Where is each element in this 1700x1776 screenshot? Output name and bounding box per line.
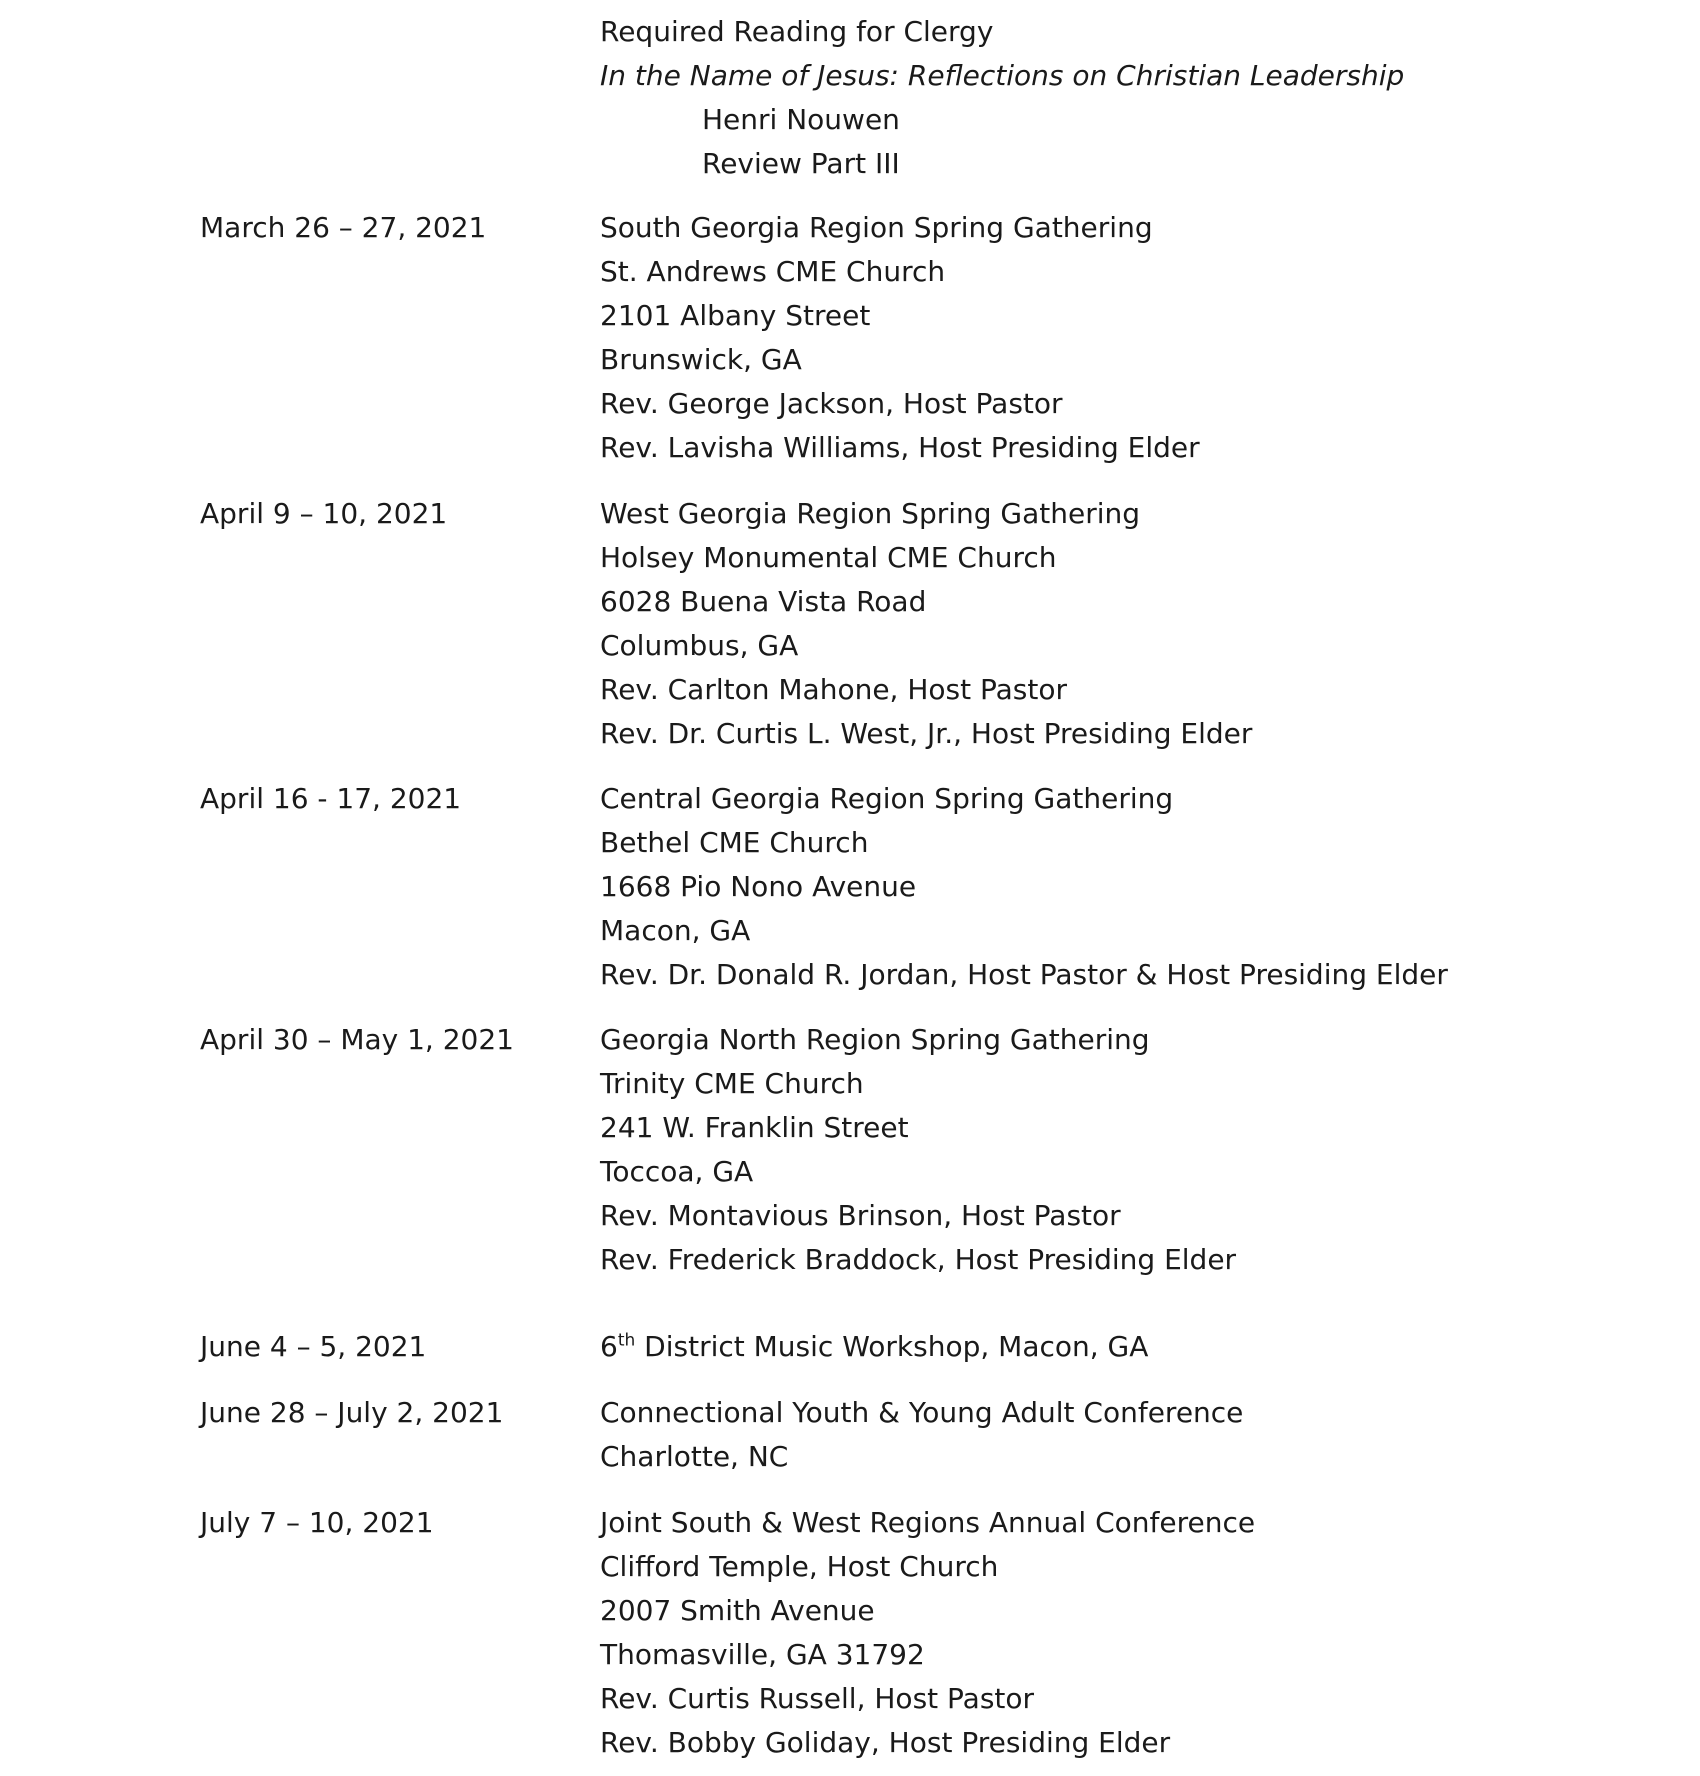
event-city: Thomasville, GA 31792 — [600, 1638, 925, 1671]
book-author: Henri Nouwen — [702, 103, 900, 136]
book-title: In the Name of Jesus: Reflections on Christian Leadership — [600, 59, 1405, 92]
event-title: Joint South & West Regions Annual Conference — [600, 1506, 1256, 1539]
event-host-pastor: Rev. Montavious Brinson, Host Pastor — [600, 1199, 1121, 1232]
event-host-pastor: Rev. Curtis Russell, Host Pastor — [600, 1682, 1035, 1715]
event-church: Clifford Temple, Host Church — [600, 1550, 999, 1583]
event-address: 2007 Smith Avenue — [600, 1594, 875, 1627]
event-title — [600, 1325, 1660, 1369]
event-address: 2101 Albany Street — [600, 299, 871, 332]
event-address: 1668 Pio Nono Avenue — [600, 870, 917, 903]
event-date: March 26 – 27, 2021 — [200, 211, 487, 244]
required-reading-heading: Required Reading for Clergy — [600, 15, 994, 48]
event-host-elder: Rev. Lavisha Williams, Host Presiding Elder — [600, 431, 1200, 464]
event-details — [600, 492, 1660, 756]
event-host-elder: Rev. Dr. Curtis L. West, Jr., Host Presiding Elder — [600, 717, 1253, 750]
event-church: Trinity CME Church — [600, 1067, 864, 1100]
event-host-pastor: Rev. Carlton Mahone, Host Pastor — [600, 673, 1067, 706]
event-details — [600, 777, 1660, 997]
event-city: Macon, GA — [600, 914, 751, 947]
event-date: June 28 – July 2, 2021 — [200, 1396, 504, 1429]
event-date: April 16 - 17, 2021 — [200, 782, 462, 815]
event-title: South Georgia Region Spring Gathering — [600, 211, 1153, 244]
required-reading-block — [600, 10, 1660, 186]
event-host-elder: Rev. Frederick Braddock, Host Presiding Elder — [600, 1243, 1237, 1276]
event-host-pastor: Rev. George Jackson, Host Pastor — [600, 387, 1063, 420]
event-title: West Georgia Region Spring Gathering — [600, 497, 1141, 530]
event-title: Connectional Youth & Young Adult Conference — [600, 1396, 1244, 1429]
event-city: Charlotte, NC — [600, 1440, 789, 1473]
event-date: July 7 – 10, 2021 — [200, 1506, 434, 1539]
workshop-text: District Music Workshop, Macon, GA — [635, 1330, 1149, 1363]
event-church: Bethel CME Church — [600, 826, 869, 859]
event-host: Rev. Dr. Donald R. Jordan, Host Pastor & Host Presiding Elder — [600, 958, 1448, 991]
ordinal-suffix: th — [617, 1330, 636, 1351]
event-details — [600, 1018, 1660, 1282]
event-details — [600, 1501, 1660, 1765]
event-date: April 30 – May 1, 2021 — [200, 1023, 514, 1056]
event-date: June 4 – 5, 2021 — [200, 1330, 427, 1363]
event-details — [600, 1325, 1660, 1369]
event-address: 241 W. Franklin Street — [600, 1111, 909, 1144]
event-details — [600, 206, 1660, 470]
review-note: Review Part III — [702, 147, 900, 180]
event-city: Toccoa, GA — [600, 1155, 754, 1188]
event-host-elder: Rev. Bobby Goliday, Host Presiding Elder — [600, 1726, 1171, 1759]
event-church: Holsey Monumental CME Church — [600, 541, 1057, 574]
event-city: Columbus, GA — [600, 629, 799, 662]
event-city: Brunswick, GA — [600, 343, 802, 376]
event-address: 6028 Buena Vista Road — [600, 585, 927, 618]
district-number: 6 — [600, 1330, 618, 1363]
event-date: April 9 – 10, 2021 — [200, 497, 448, 530]
event-title: Central Georgia Region Spring Gathering — [600, 782, 1174, 815]
event-title: Georgia North Region Spring Gathering — [600, 1023, 1150, 1056]
event-church: St. Andrews CME Church — [600, 255, 946, 288]
event-details — [600, 1391, 1660, 1479]
